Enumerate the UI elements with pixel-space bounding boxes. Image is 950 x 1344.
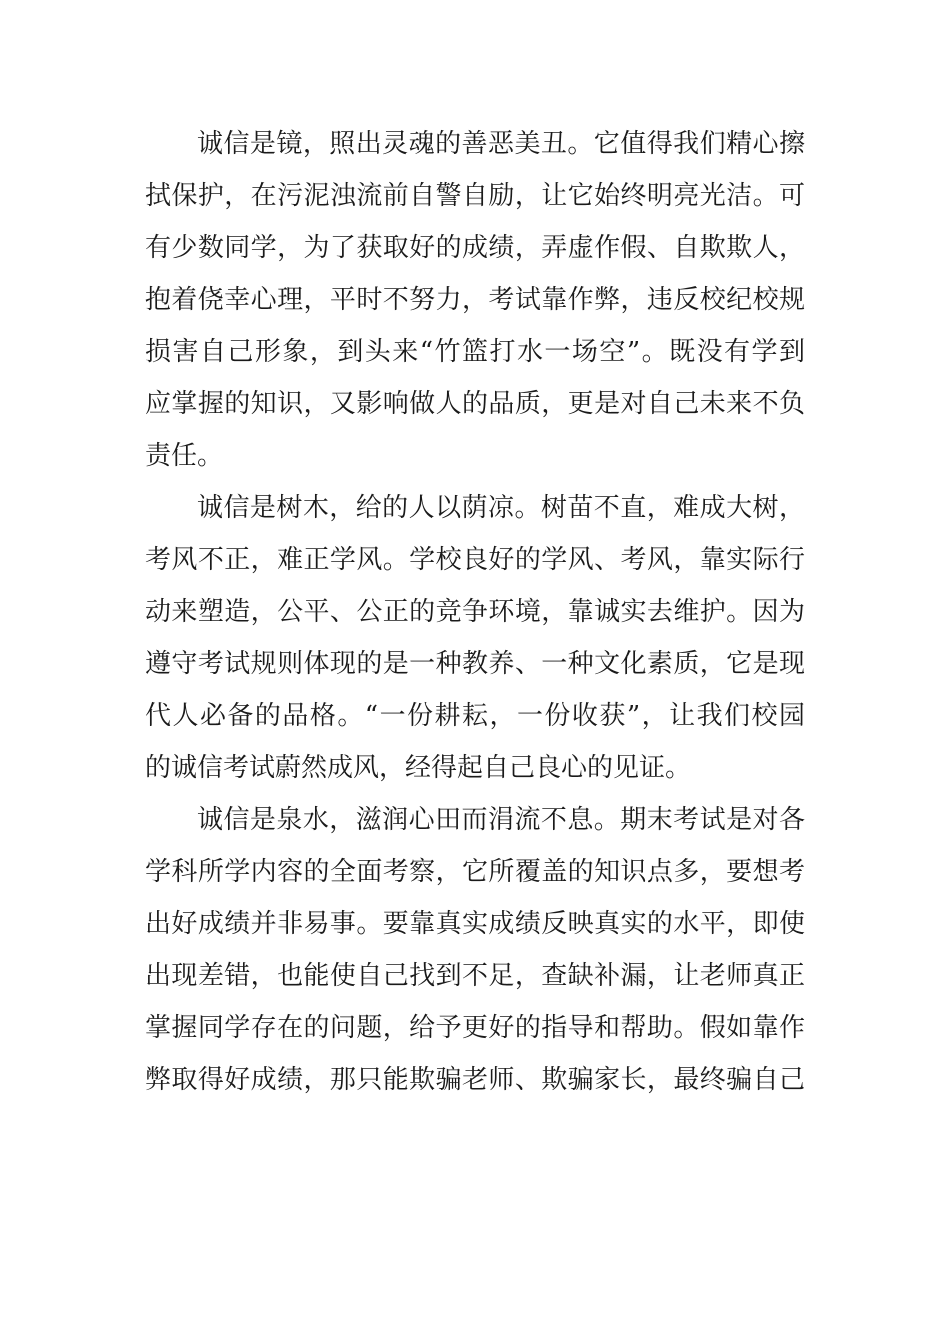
text-line: 应掌握的知识，又影响做人的品质，更是对自己未来不负 <box>145 389 805 419</box>
text-line: 责任。 <box>145 441 224 471</box>
text-line: 遵守考试规则体现的是一种教养、一种文化素质，它是现 <box>145 649 805 679</box>
text-line: 诚信是树木，给的人以荫凉。树苗不直，难成大树， <box>197 493 805 523</box>
text-line: 出现差错，也能使自己找到不足，查缺补漏，让老师真正 <box>145 961 805 991</box>
text-line: 出好成绩并非易事。要靠真实成绩反映真实的水平，即使 <box>145 909 805 939</box>
paragraph-tree <box>145 482 805 794</box>
text-line: 损害自己形象，到头来“竹篮打水一场空”。既没有学到 <box>145 337 805 367</box>
text-line: 拭保护，在污泥浊流前自警自励，让它始终明亮光洁。可 <box>145 181 805 211</box>
text-line: 动来塑造，公平、公正的竞争环境，靠诚实去维护。因为 <box>145 597 805 627</box>
text-line: 的诚信考试蔚然成风，经得起自己良心的见证。 <box>145 753 692 783</box>
paragraph-spring <box>145 794 805 1106</box>
text-line: 代人必备的品格。“一份耕耘，一份收获”，让我们校园 <box>145 701 805 731</box>
text-line: 学科所学内容的全面考察，它所覆盖的知识点多，要想考 <box>145 857 805 887</box>
text-line: 掌握同学存在的问题，给予更好的指导和帮助。假如靠作 <box>145 1013 805 1043</box>
text-line: 考风不正，难正学风。学校良好的学风、考风，靠实际行 <box>145 545 805 575</box>
text-line: 有少数同学，为了获取好的成绩，弄虚作假、自欺欺人， <box>145 233 805 263</box>
text-line: 诚信是镜，照出灵魂的善恶美丑。它值得我们精心擦 <box>197 129 805 159</box>
text-line: 诚信是泉水，滋润心田而涓流不息。期末考试是对各 <box>197 805 805 835</box>
document-body <box>145 118 805 1106</box>
paragraph-mirror <box>145 118 805 482</box>
text-line: 抱着侥幸心理，平时不努力，考试靠作弊，违反校纪校规 <box>145 285 805 315</box>
text-line: 弊取得好成绩，那只能欺骗老师、欺骗家长，最终骗自己 <box>145 1065 805 1095</box>
